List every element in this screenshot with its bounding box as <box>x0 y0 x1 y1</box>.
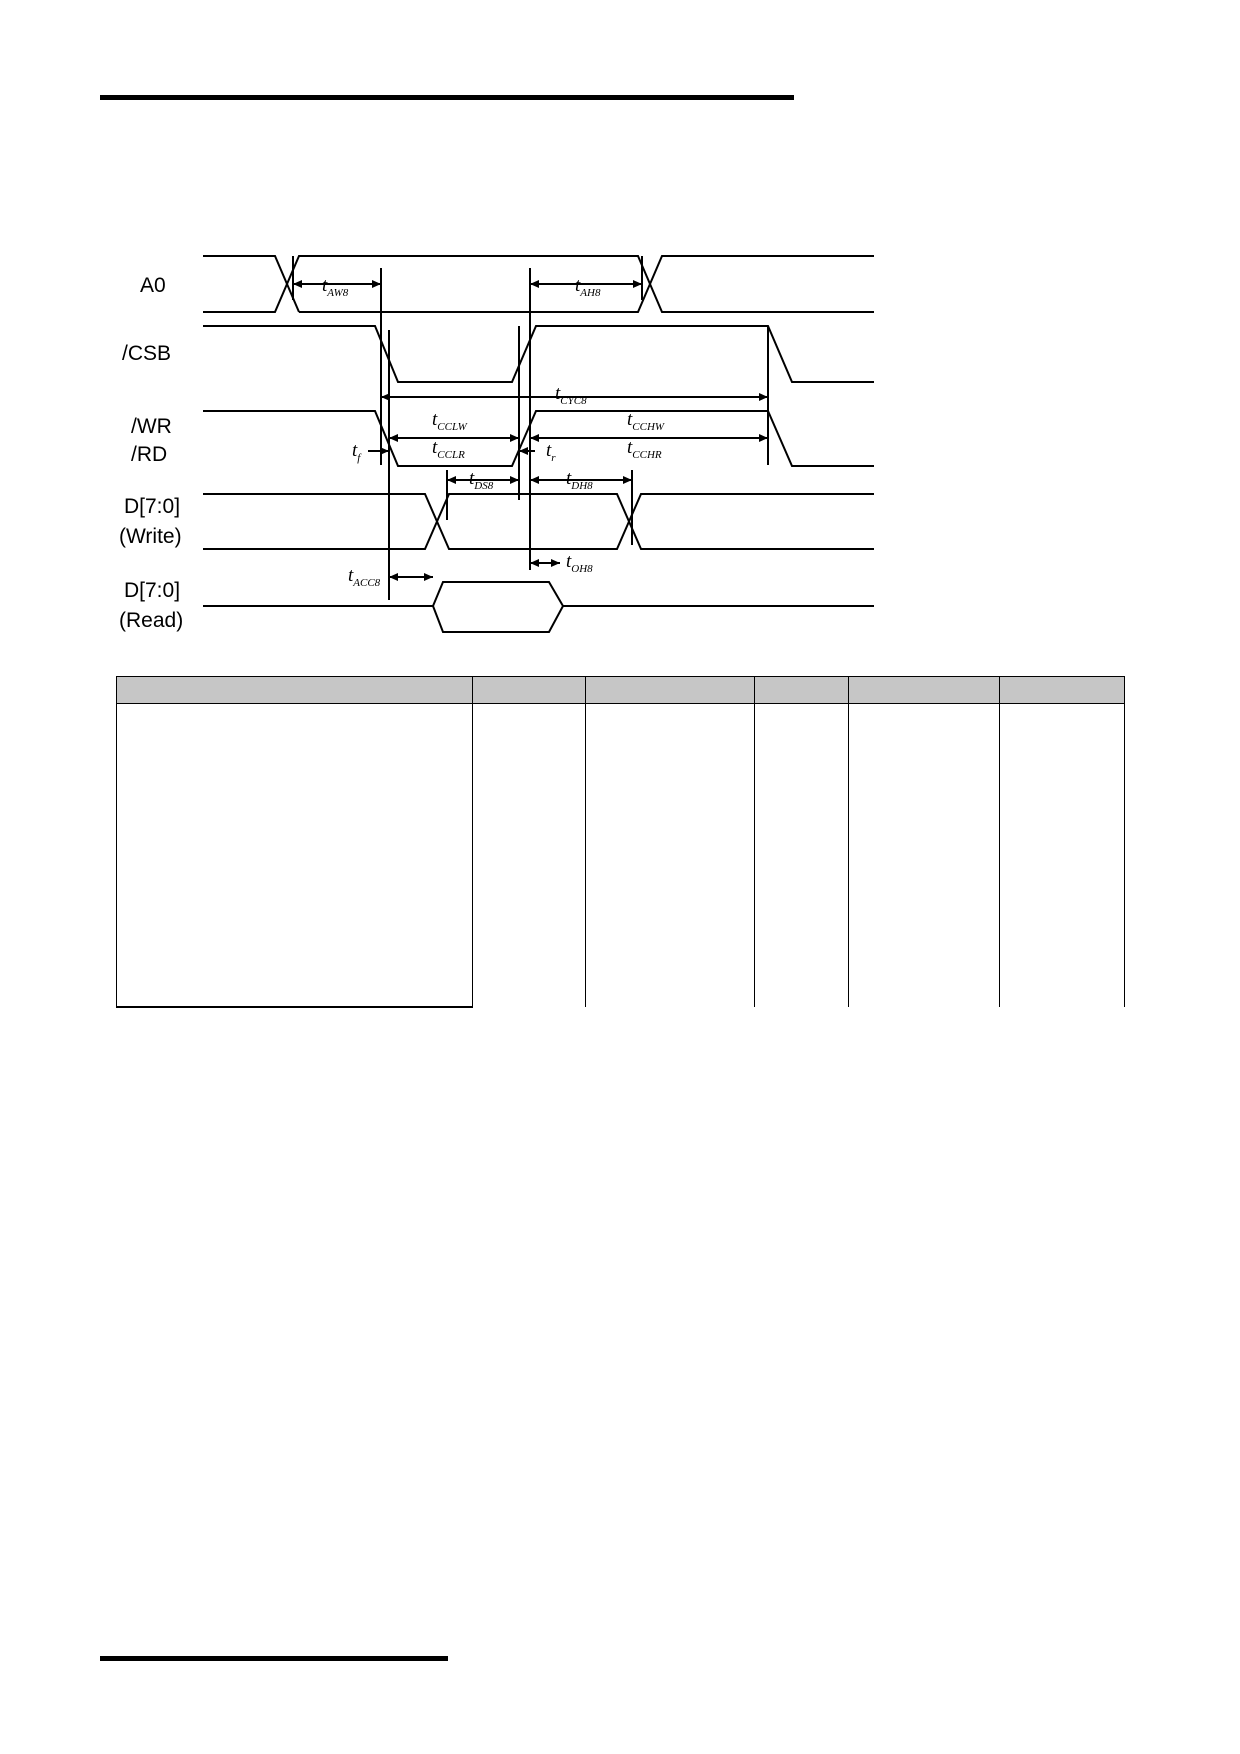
table-cell <box>1000 704 1125 1008</box>
table-header-cell <box>755 677 849 704</box>
param-tcyc8: $t_{CYC8}$ <box>555 383 587 407</box>
param-tds8: $t_{DS8}$ <box>469 468 494 492</box>
table-cell <box>117 704 473 1008</box>
signal-label-a0: A0 <box>140 274 166 297</box>
signal-label-d-write-mode: (Write) <box>119 525 182 548</box>
param-toh8: $t_{OH8}$ <box>566 551 593 575</box>
param-tah8: $t_{AH8}$ <box>575 275 601 299</box>
table-cell <box>755 704 849 1008</box>
parallel-interface-timing-diagram <box>0 0 1240 660</box>
footer-rule <box>100 1656 448 1661</box>
signal-label-csb: /CSB <box>122 342 172 365</box>
param-tcclr: $t_{CCLR}$ <box>432 437 465 461</box>
timing-spec-table <box>116 676 1125 1008</box>
param-taw8: $t_{AW8}$ <box>322 275 349 299</box>
param-tdh8: $t_{DH8}$ <box>566 468 593 492</box>
param-tacc8: $t_{ACC8}$ <box>348 565 381 589</box>
table-cell <box>849 704 1000 1008</box>
signal-label-d-read-mode: (Read) <box>119 609 184 632</box>
d-write-waveform <box>203 494 874 549</box>
csb-waveform <box>203 326 874 382</box>
table-header-cell <box>473 677 586 704</box>
table-header-cell <box>117 677 473 704</box>
table-cell <box>473 704 586 1008</box>
signal-label-wr: /WR <box>131 415 172 438</box>
param-tcchw: $t_{CCHW}$ <box>627 409 665 433</box>
signal-label-d-write-bus: D[7:0] <box>124 495 181 518</box>
table-row <box>117 704 1125 1008</box>
param-tf: $t_f$ <box>352 440 361 464</box>
d-read-waveform <box>203 582 874 632</box>
table-cell <box>586 704 755 1008</box>
signal-label-d-read-bus: D[7:0] <box>124 579 181 602</box>
signal-label-rd: /RD <box>131 443 168 466</box>
param-tcclw: $t_{CCLW}$ <box>432 409 467 433</box>
table-header-cell <box>1000 677 1125 704</box>
param-tcchr: $t_{CCHR}$ <box>627 437 662 461</box>
table-header-cell <box>849 677 1000 704</box>
table-header-row <box>117 677 1125 704</box>
param-tr: $t_r$ <box>546 440 556 464</box>
table-header-cell <box>586 677 755 704</box>
